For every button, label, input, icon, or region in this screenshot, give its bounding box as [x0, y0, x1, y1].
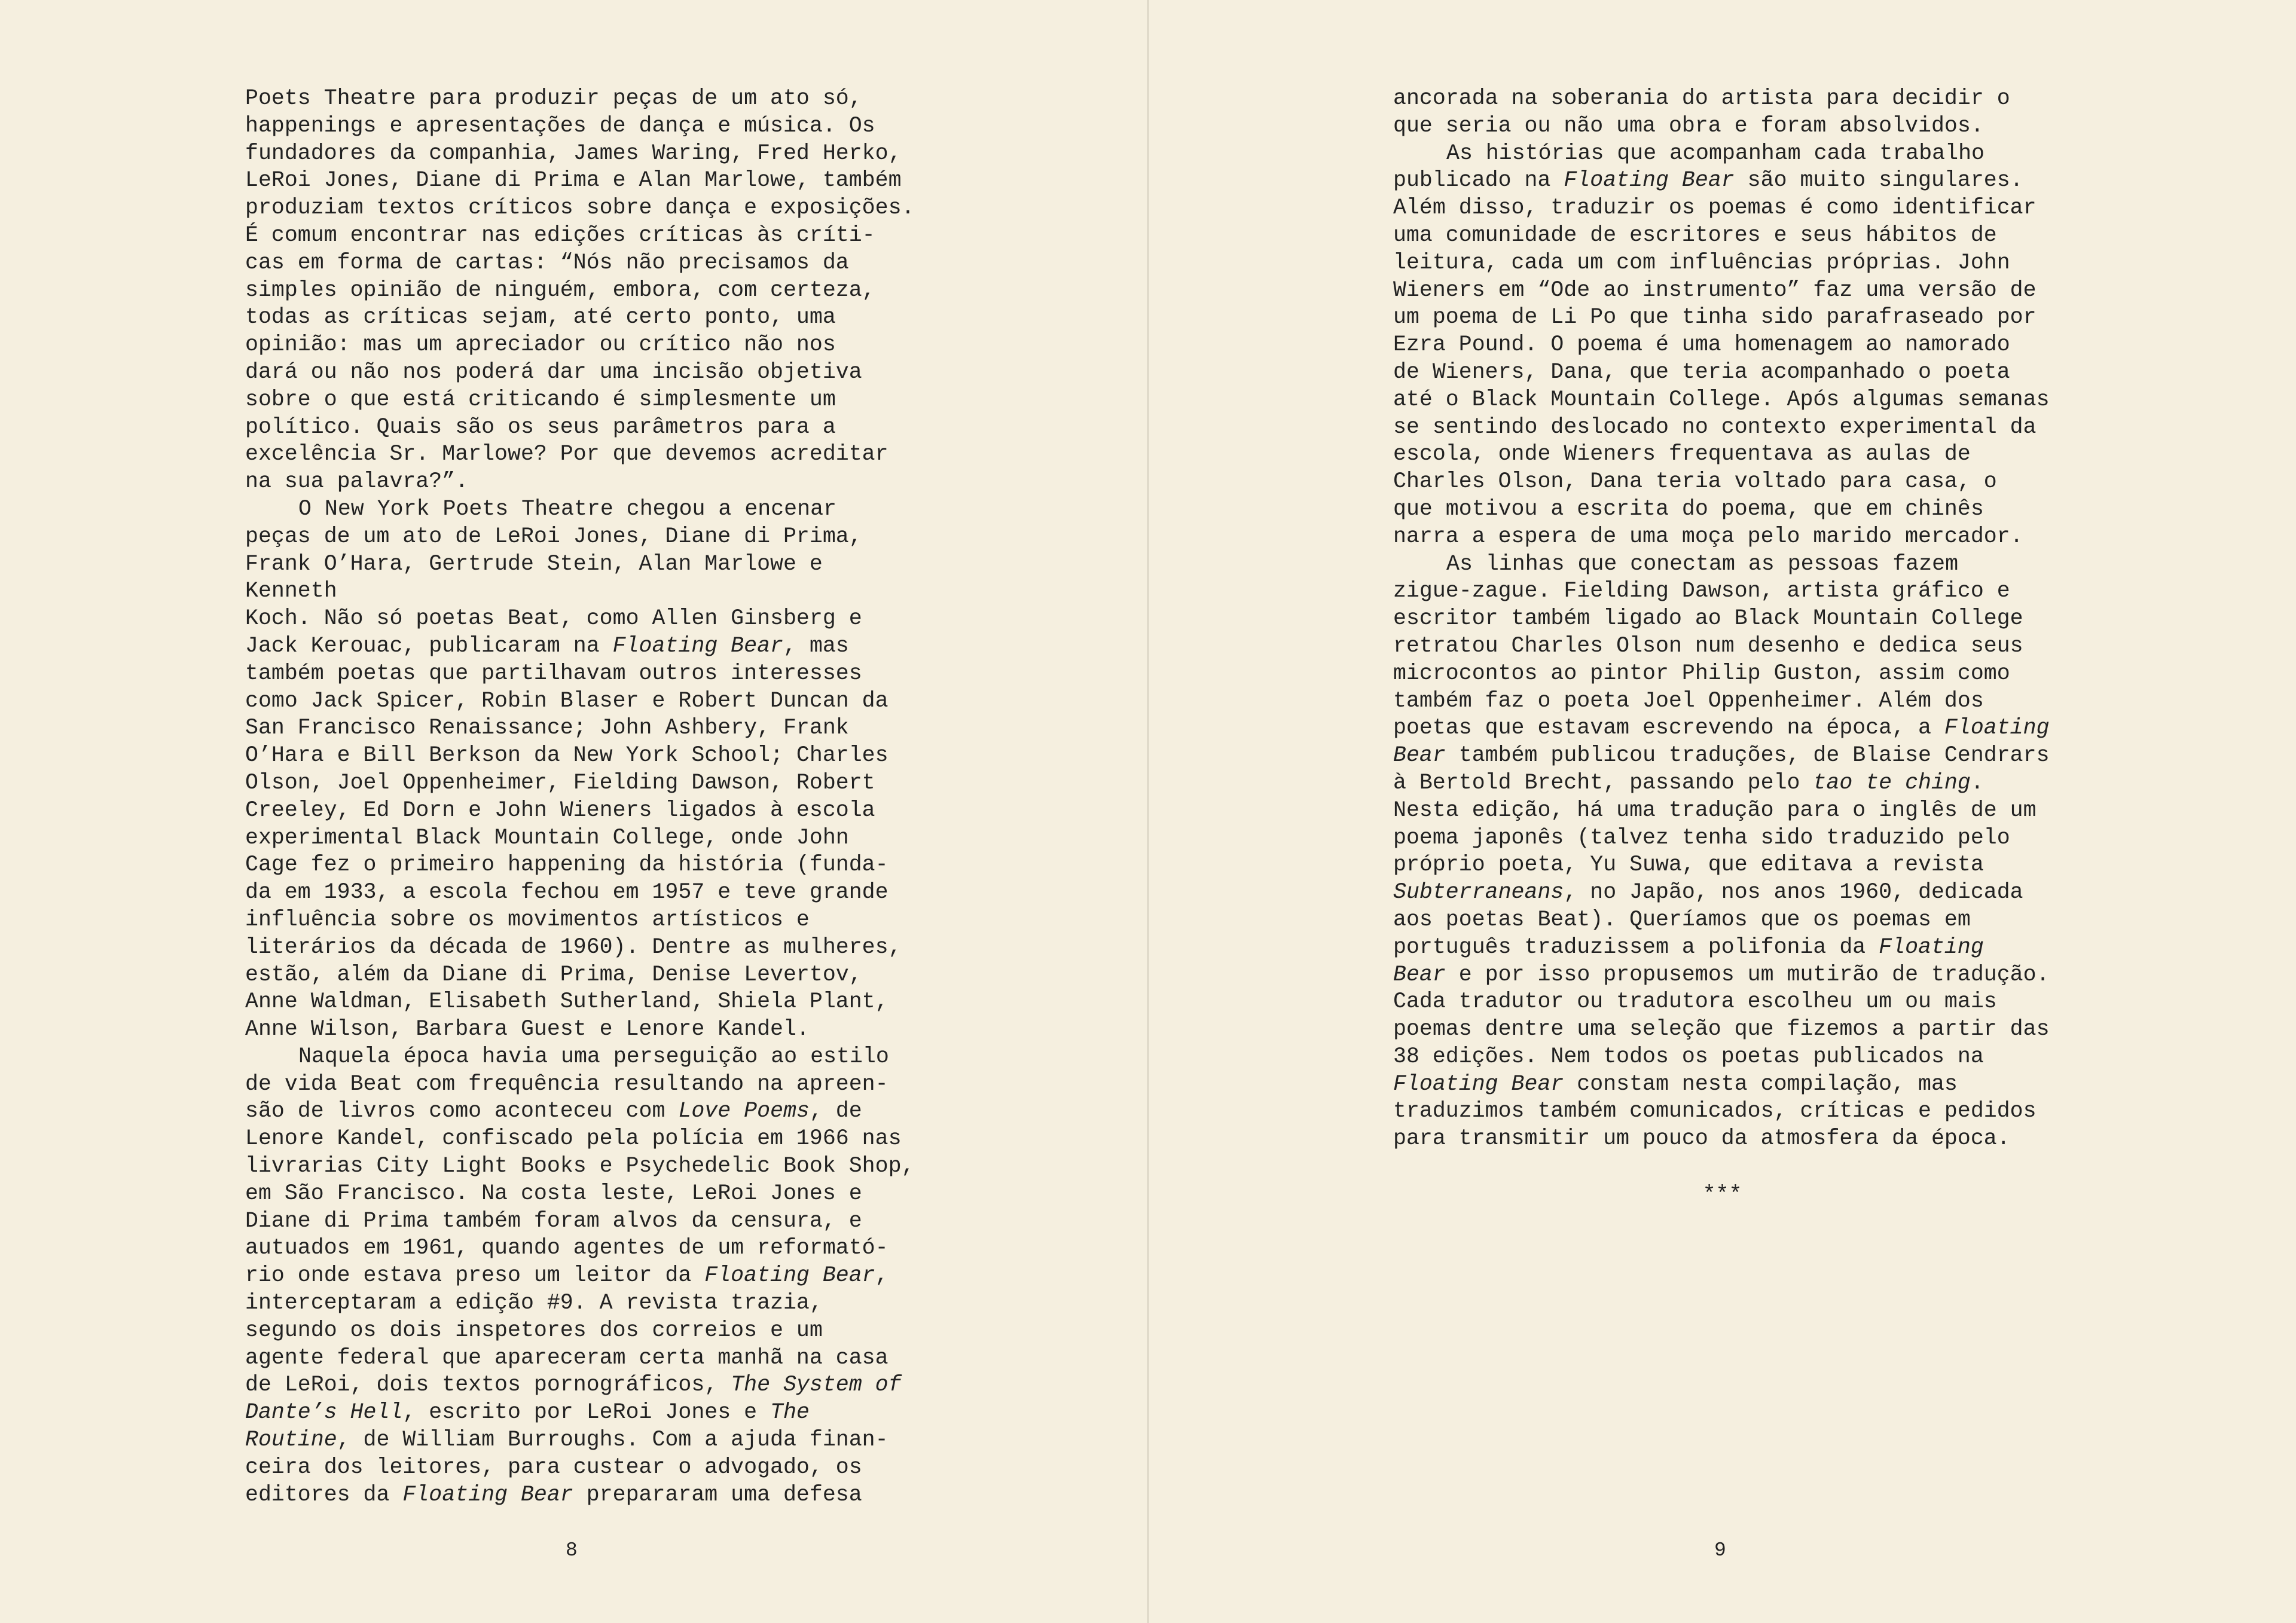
text-run: , de Lenore Kandel, confiscado pela polícia em 1966 nas livrarias City Light Books e Psychedelic Book Shop, em São Francisco. Na costa leste, LeRoi Jones e Diane di Prima também foram alvos da censura, e autuados em 1961, quando agentes de um reformató- rio onde estava preso um leitor da [245, 1099, 915, 1288]
italic-title: The System of Dante’s Hell [245, 1373, 902, 1425]
text-run: são muito singulares. Além disso, traduzir os poemas é como identificar uma comunidade de escritores e seus hábitos de leitura, cada um com influências próprias. John Wieners em “Ode ao instrumento” faz uma versão de um poema de Li Po que tinha sido parafraseado por Ezra Pound. O poema é uma homenagem ao namorado de Wieners, Dana, que teria acompanhado o poeta até o Black Mountain College. Após algumas semanas se sentindo deslocado no contexto experimental da escola, onde Wieners frequentava as aulas de Charles Olson, Dana teria voltado para casa, o que motivou a escrita do poema, que em chinês narra a espera de uma moça pelo marido mercador. [1393, 168, 2050, 549]
text-run: Poets Theatre para produzir peças de um ato só, happenings e apresentações de dança e música. Os fundadores da companhia, James Waring, Fred Herko, LeRoi Jones, Diane di Prima e Alan Marlowe, também produziam textos críticos sobre dança e exposições. É comum encontrar nas edições críticas às críti- cas em forma de cartas: “Nós não precisamos da simples opinião de ninguém, embora, com certeza, todas as críticas sejam, até certo ponto, uma opinião: mas um apreciador ou crítico não nos dará ou não nos poderá dar uma incisão objetiva sobre o que está criticando é simplesmente um político. Quais são os seus parâmetros para a excelência Sr. Marlowe? Por que devemos acreditar na sua palavra?”. [245, 86, 915, 494]
text-run: As histórias que acompanham cada trabalho publicado na [1393, 140, 1984, 193]
text-run: Naquela época havia uma perseguição ao estilo de vida Beat com frequência resultando na apreen- são de livros como aconteceu com [245, 1044, 889, 1124]
text-run: . Nesta edição, há uma tradução para o inglês de um poema japonês (talvez tenha sido traduzido pelo próprio poeta, Yu Suwa, que editava a revista [1393, 770, 2037, 878]
page-number: 8 [566, 1539, 578, 1561]
left-page [0, 0, 1147, 1623]
paragraph [245, 496, 927, 1043]
italic-title: Floating Bear [402, 1482, 573, 1507]
italic-title: Floating Bear [1564, 168, 1735, 193]
italic-title: Subterraneans [1393, 880, 1564, 905]
text-run: As linhas que conectam as pessoas fazem zigue-zague. Fielding Dawson, artista gráfico e escritor também ligado ao Black Mountain College retratou Charles Olson num desenho e dedica seus microcontos ao pintor Philip Guston, assim como também faz o poeta Joel Oppenheimer. Além dos poetas que estavam escrevendo na época, a [1393, 551, 2023, 741]
text-run: O New York Poets Theatre chegou a encenar peças de um ato de LeRoi Jones, Diane di Prima, Frank O’Hara, Gertrude Stein, Alan Marlowe e Kenneth Koch. Não só poetas Beat, como Allen Ginsberg e Jack Kerouac, publicaram na [245, 496, 862, 658]
right-page-body [1393, 85, 2075, 1153]
text-run: constam nesta compilação, mas traduzimos também comunicados, críticas e pedidos para transmitir um pouco da atmosfera da época. [1393, 1071, 2037, 1151]
text-run: , no Japão, nos anos 1960, dedicada aos poetas Beat). Queríamos que os poemas em português traduzissem a polifonia da [1393, 880, 2023, 959]
separator-text: *** [1702, 1182, 1742, 1207]
italic-title: tao te ching [1813, 770, 1971, 795]
italic-title: Floating Bear [1393, 716, 2050, 768]
paragraph [1393, 140, 2075, 551]
text-run: , mas também poetas que partilhavam outros interesses como Jack Spicer, Robin Blaser e Robert Duncan da San Francisco Renaissance; John Ashbery, Frank O’Hara e Bill Berkson da New York School; Charles Olson, Joel Oppenheimer, Fielding Dawson, Robert Creeley, Ed Dorn e John Wieners ligados à escola experimental Black Mountain College, onde John Cage fez o primeiro happening da história (funda- da em 1933, a escola fechou em 1957 e teve grande influência sobre os movimentos artísticos e literários da década de 1960). Dentre as mulheres, estão, além da Diane di Prima, Denise Levertov, Anne Waldman, Elisabeth Sutherland, Shiela Plant, Anne Wilson, Barbara Guest e Lenore Kandel. [245, 633, 902, 1042]
paragraph [245, 85, 927, 496]
right-page [1149, 0, 2296, 1623]
section-separator [1149, 1181, 2296, 1209]
italic-title: Floating Bear [704, 1263, 875, 1288]
paragraph [1393, 551, 2075, 1153]
text-run: , interceptaram a edição #9. A revista trazia, segundo os dois inspetores dos correios e um agente federal que apareceram certa manhã na casa de LeRoi, dois textos pornográficos, [245, 1263, 889, 1398]
text-run: ancorada na soberania do artista para decidir o que seria ou não uma obra e foram absolvidos. [1393, 86, 2010, 138]
text-run: também publicou traduções, de Blaise Cendrars à Bertold Brecht, passando pelo [1393, 743, 2050, 795]
left-page-body [245, 85, 927, 1508]
italic-title: Love Poems [678, 1099, 810, 1124]
text-run: prepararam uma defesa [573, 1482, 862, 1507]
text-run: , escrito por LeRoi Jones e [402, 1400, 771, 1425]
italic-title: Floating Bear [1393, 934, 1984, 987]
text-run: e por isso propusemos um mutirão de tradução. Cada tradutor ou tradutora escolheu um ou mais poemas dentre uma seleção que fizemos a partir das 38 edições. Nem todos os poetas publicados na [1393, 962, 2050, 1069]
paragraph [245, 1043, 927, 1509]
text-run: , de William Burroughs. Com a ajuda finan- ceira dos leitores, para custear o advogado, os editores da [245, 1428, 889, 1507]
italic-title: Floating Bear [1393, 1071, 1564, 1096]
page-number: 9 [1714, 1539, 1726, 1561]
italic-title: Floating Bear [612, 633, 783, 658]
italic-title: The Routine [245, 1400, 810, 1453]
paragraph [1393, 85, 2075, 140]
